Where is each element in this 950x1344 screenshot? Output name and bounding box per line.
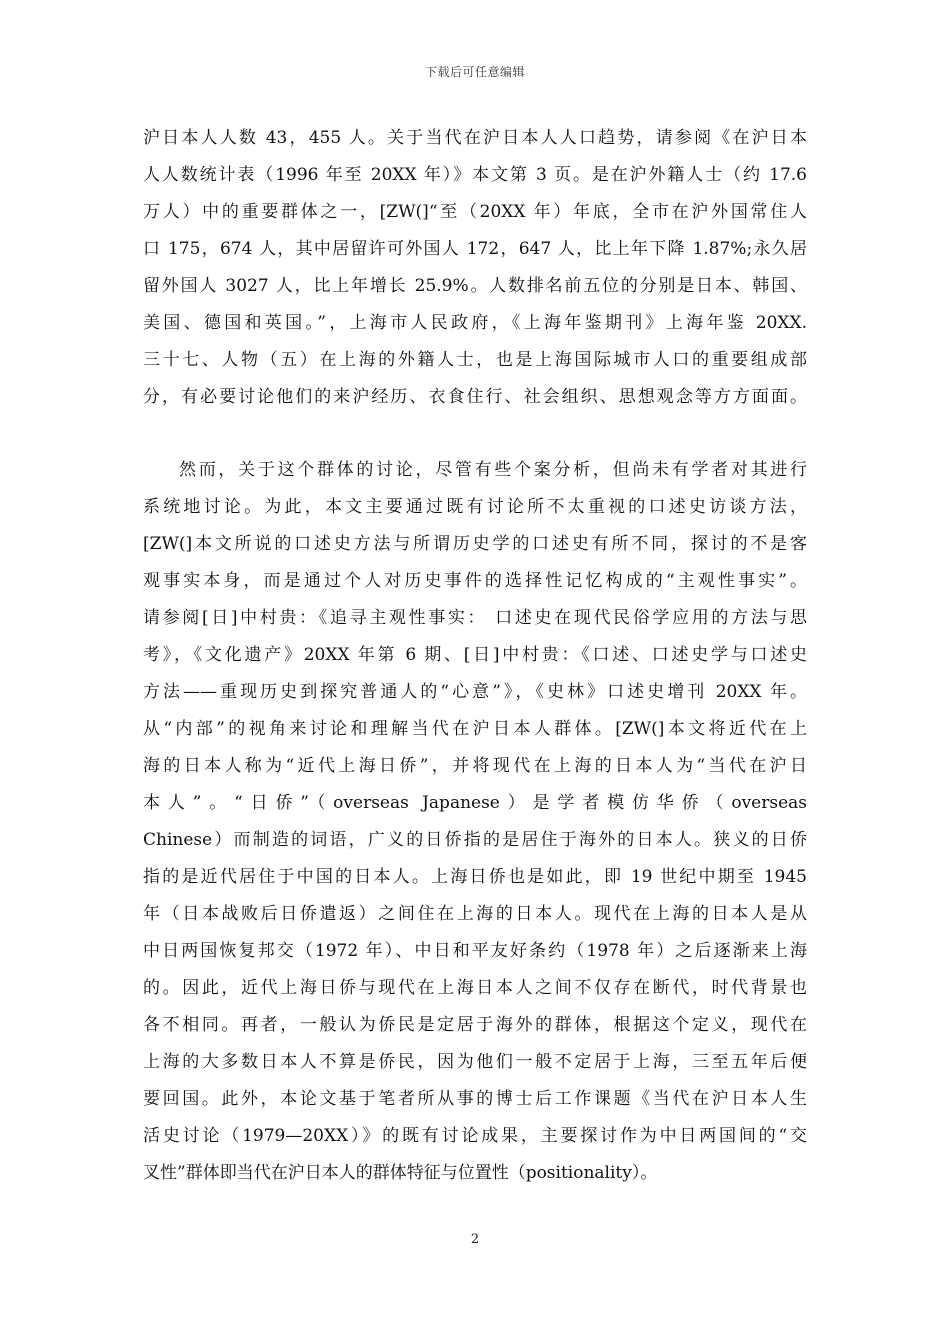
- text-line: 系统地讨论。为此，本文主要通过既有讨论所不太重视的口述史访谈方法，: [143, 497, 807, 517]
- paragraph-1: [143, 120, 807, 416]
- text-line: 叉性”群体即当代在沪日本人的群体特征与位置性（positionality）。: [143, 1163, 658, 1183]
- text-line: 人人数统计表（1996 年至 20XX 年）》本文第 3 页。是在沪外籍人士（约 17.6: [143, 165, 807, 185]
- text-line: 请参阅[日]中村贵：《追寻主观性事实： 口述史在现代民俗学应用的方法与思: [143, 608, 807, 628]
- text-line: 各不相同。再者，一般认为侨民是定居于海外的群体，根据这个定义，现代在: [143, 1015, 807, 1035]
- text-line: 年（日本战败后日侨遣返）之间住在上海的日本人。现代在上海的日本人是从: [143, 904, 807, 924]
- text-line: 三十七、人物（五）在上海的外籍人士，也是上海国际城市人口的重要组成部: [143, 350, 807, 370]
- text-line: 中日两国恢复邦交（1972 年）、中日和平友好条约（1978 年）之后逐渐来上海: [143, 941, 807, 961]
- text-line: 方法——重现历史到探究普通人的“心意”》，《史林》口述史增刊 20XX 年。: [143, 682, 807, 702]
- text-line: 要回国。此外，本论文基于笔者所从事的博士后工作课题《当代在沪日本人生: [143, 1089, 807, 1109]
- text-line: 活史讨论（1979—20XX）》的既有讨论成果，主要探讨作为中日两国间的“交: [143, 1126, 807, 1146]
- paragraph-spacer: [143, 416, 807, 452]
- text-line: 留外国人 3027 人，比上年增长 25.9%。人数排名前五位的分别是日本、韩国、: [143, 276, 807, 296]
- text-line: 口 175，674 人，其中居留许可外国人 172，647 人，比上年下降 1.87%;永久居: [143, 239, 807, 259]
- text-line: 然而，关于这个群体的讨论，尽管有些个案分析，但尚未有学者对其进行: [179, 460, 807, 480]
- text-line: 海的日本人称为“近代上海日侨”，并将现代在上海的日本人为“当代在沪日: [143, 756, 807, 776]
- text-line: 的。因此，近代上海日侨与现代在上海日本人之间不仅存在断代，时代背景也: [143, 978, 807, 998]
- text-line: 万人）中的重要群体之一，[ZW(]“至（20XX 年）年底，全市在沪外国常住人: [143, 202, 807, 222]
- paragraph-2: [143, 452, 807, 1192]
- text-line: 本人”。“日侨”（overseas Japanese）是学者模仿华侨（overseas: [143, 793, 807, 813]
- text-line: Chinese）而制造的词语，广义的日侨指的是居住于海外的日本人。狭义的日侨: [143, 830, 807, 850]
- text-line: [ZW(]本文所说的口述史方法与所谓历史学的口述史有所不同，探讨的不是客: [143, 534, 807, 554]
- text-line: 从“内部”的视角来讨论和理解当代在沪日本人群体。[ZW(]本文将近代在上: [143, 719, 807, 739]
- text-line: 指的是近代居住于中国的日本人。上海日侨也是如此，即 19 世纪中期至 1945: [143, 867, 807, 887]
- text-line: 分，有必要讨论他们的来沪经历、衣食住行、社会组织、思想观念等方方面面。: [143, 387, 807, 407]
- text-line: 考》，《文化遗产》20XX 年第 6 期、[日]中村贵：《口述、口述史学与口述史: [143, 645, 807, 665]
- document-body: [143, 120, 807, 1192]
- page-number: 2: [470, 1232, 480, 1247]
- text-line: 沪日本人人数 43，455 人。关于当代在沪日本人人口趋势，请参阅《在沪日本: [143, 128, 807, 148]
- text-line: 观事实本身，而是通过个人对历史事件的选择性记忆构成的“主观性事实”。: [143, 571, 807, 591]
- text-line: 上海的大多数日本人不算是侨民，因为他们一般不定居于上海，三至五年后便: [143, 1052, 807, 1072]
- page-header: 下载后可任意编辑: [424, 65, 525, 79]
- text-line: 美国、德国和英国。”，上海市人民政府，《上海年鉴期刊》上海年鉴 20XX.: [143, 313, 807, 333]
